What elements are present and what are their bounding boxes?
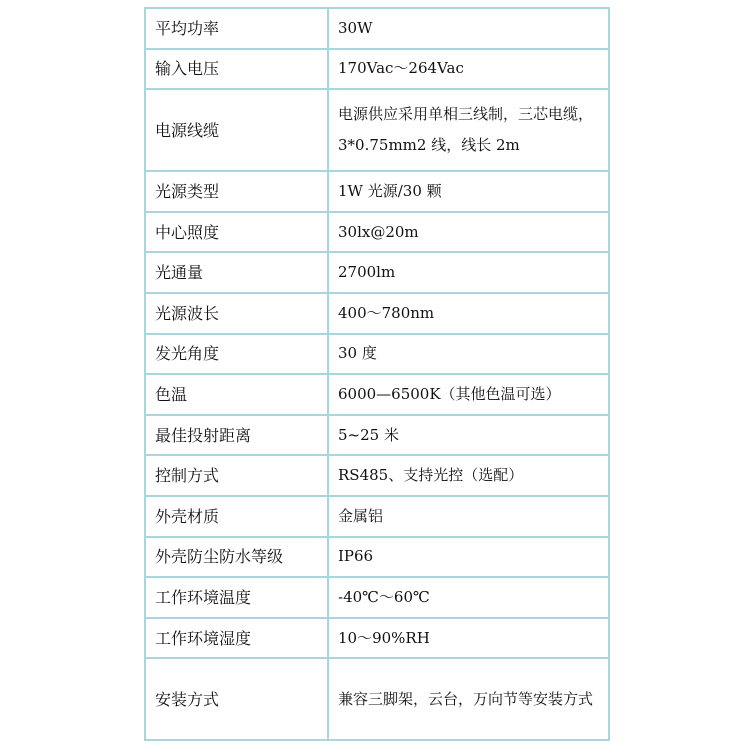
spec-label: 电源线缆	[145, 89, 328, 171]
spec-value: 30W	[328, 8, 609, 49]
spec-label: 安装方式	[145, 658, 328, 740]
table-row	[145, 577, 609, 618]
spec-label: 工作环境温度	[145, 577, 328, 618]
table-row	[145, 537, 609, 578]
table-row	[145, 89, 609, 171]
table-row	[145, 455, 609, 496]
table-row	[145, 618, 609, 659]
table-row	[145, 252, 609, 293]
spec-label: 光源波长	[145, 293, 328, 334]
spec-label: 输入电压	[145, 49, 328, 90]
table-row	[145, 212, 609, 253]
table-row	[145, 49, 609, 90]
spec-label: 平均功率	[145, 8, 328, 49]
spec-label: 外壳材质	[145, 496, 328, 537]
table-row	[145, 293, 609, 334]
spec-label: 色温	[145, 374, 328, 415]
spec-value: 2700lm	[328, 252, 609, 293]
table-row	[145, 415, 609, 456]
spec-value: -40℃～60℃	[328, 577, 609, 618]
spec-value: 6000—6500K（其他色温可选）	[328, 374, 609, 415]
spec-table	[144, 7, 610, 741]
spec-value: 金属铝	[328, 496, 609, 537]
spec-label: 发光角度	[145, 334, 328, 375]
spec-value: 兼容三脚架，云台，万向节等安装方式	[328, 658, 609, 740]
spec-value: 电源供应采用单相三线制，三芯电缆，3*0.75mm2 线，线长 2m	[328, 89, 609, 171]
spec-value: 400～780nm	[328, 293, 609, 334]
spec-label: 中心照度	[145, 212, 328, 253]
spec-label: 外壳防尘防水等级	[145, 537, 328, 578]
spec-label: 工作环境湿度	[145, 618, 328, 659]
spec-value: 10～90%RH	[328, 618, 609, 659]
spec-value: 1W 光源/30 颗	[328, 171, 609, 212]
spec-label: 控制方式	[145, 455, 328, 496]
spec-label: 光源类型	[145, 171, 328, 212]
spec-value: 30lx@20m	[328, 212, 609, 253]
table-row	[145, 658, 609, 740]
spec-value: RS485、支持光控（选配）	[328, 455, 609, 496]
spec-value: 30 度	[328, 334, 609, 375]
table-row	[145, 374, 609, 415]
spec-value: 170Vac～264Vac	[328, 49, 609, 90]
spec-value: IP66	[328, 537, 609, 578]
spec-value: 5~25 米	[328, 415, 609, 456]
table-row	[145, 334, 609, 375]
table-row	[145, 8, 609, 49]
table-row	[145, 171, 609, 212]
table-row	[145, 496, 609, 537]
spec-label: 光通量	[145, 252, 328, 293]
spec-label: 最佳投射距离	[145, 415, 328, 456]
